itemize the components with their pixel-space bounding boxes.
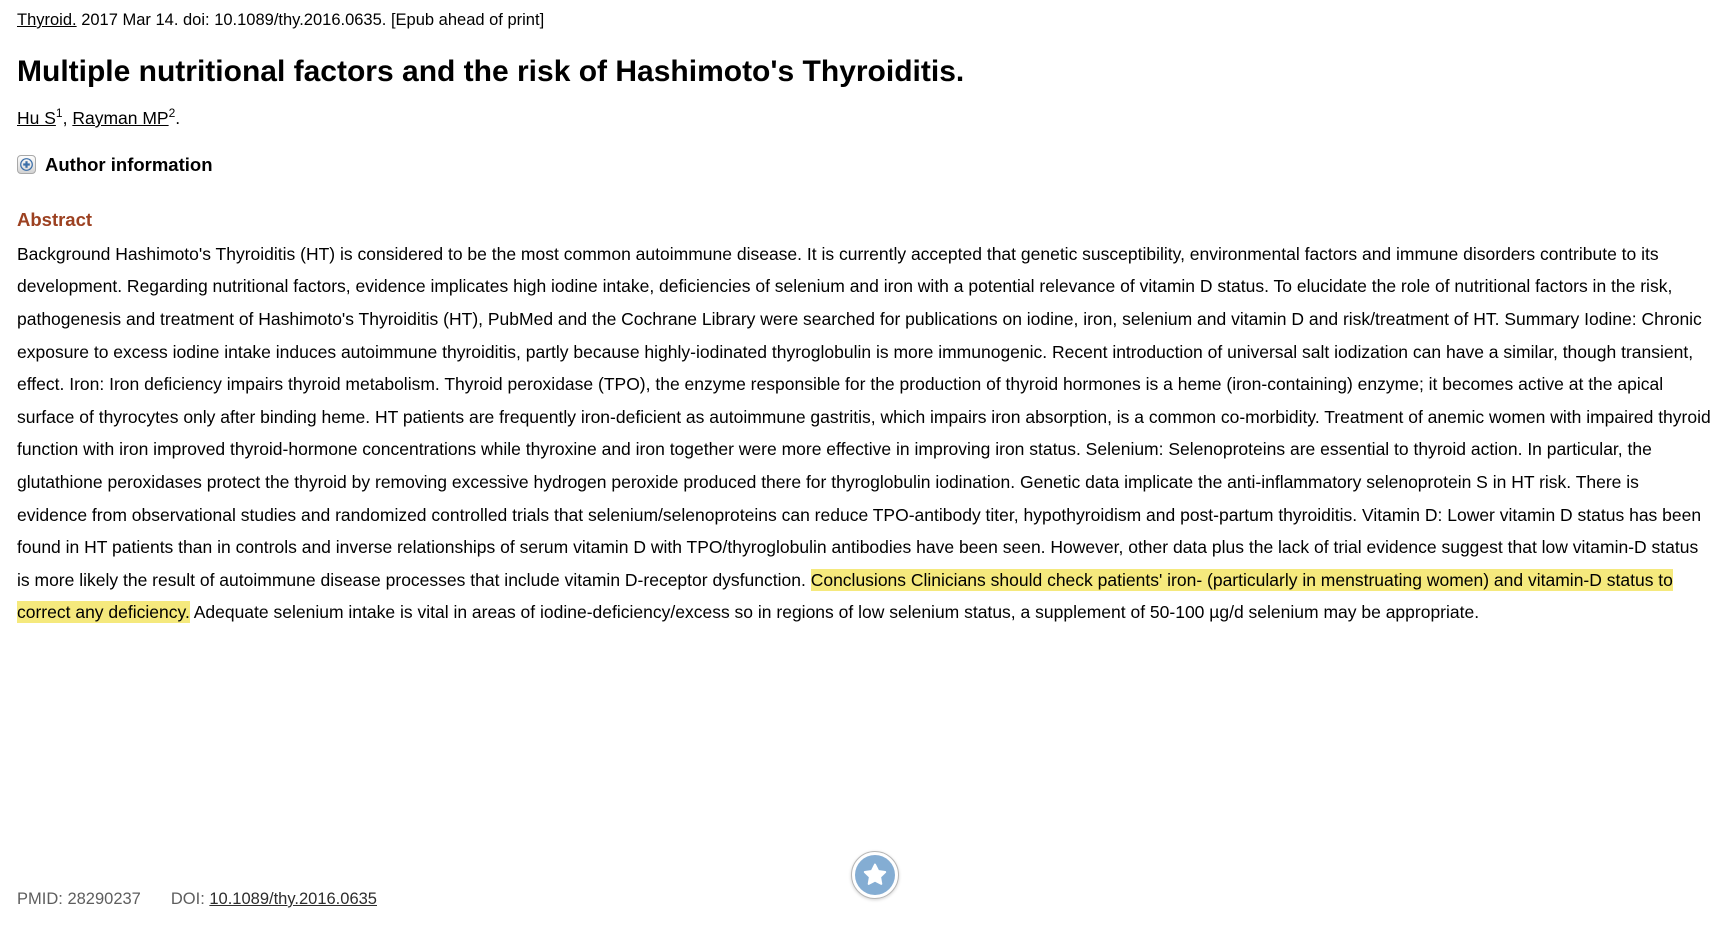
author-list <box>17 106 1711 129</box>
abstract-heading: Abstract <box>17 208 93 230</box>
identifier-row <box>17 890 407 909</box>
doi-group <box>171 890 377 908</box>
doi-label: DOI: <box>170 890 205 908</box>
citation-line <box>17 10 1711 31</box>
pmid-value: 28290237 <box>67 890 141 908</box>
journal-link[interactable]: Thyroid. <box>17 11 77 29</box>
abstract-highlighted-conclusion: Conclusions Clinicians should check patients' iron- (particularly in menstruating women) and vitamin-D status to correct any deficiency. <box>17 569 1673 623</box>
author-information-section <box>17 154 1711 176</box>
author-separator: . <box>175 107 181 128</box>
abstract-body: Background Hashimoto's Thyroiditis (HT) is considered to be the most common autoimmune disease. It is currently accepted that genetic susceptibility, environmental factors and immune disorders contribute to its development. Regarding nutritional factors, evidence implicates high iodine intake, deficiencies of selenium and iron with a potential relevance of vitamin D status. To elucidate the role of nutritional factors in the risk, pathogenesis and treatment of Hashimoto's Thyroiditis (HT), PubMed and the Cochrane Library were searched for publications on iodine, iron, selenium and vitamin D and risk/treatment of HT. Summary Iodine: Chronic exposure to excess iodine intake induces autoimmune thyroiditis, partly because highly-iodinated thyroglobulin is more immunogenic. Recent introduction of universal salt iodization can have a similar, though transient, effect. Iron: Iron deficiency impairs thyroid metabolism. Thyroid peroxidase (TPO), the enzyme responsible for the production of thyroid hormones is a heme (iron-containing) enzyme; it becomes active at the apical surface of thyrocytes only after binding heme. HT patients are frequently iron-deficient as autoimmune gastritis, which impairs iron absorption, is a common co-morbidity. Treatment of anemic women with impaired thyroid function with iron improved thyroid-hormone concentrations while thyroxine and iron together were more effective in improving iron status. Selenium: Selenoproteins are essential to thyroid action. In particular, the glutathione peroxidases protect the thyroid by removing excessive hydrogen peroxide produced there for thyroglobulin iodination. Genetic data implicate the anti-inflammatory selenoprotein S in HT risk. There is evidence from observational studies and randomized controlled trials that selenium/selenoproteins can reduce TPO-antibody titer, hypothyroidism and post-partum thyroiditis. Vitamin D: Lower vitamin D status has been found in HT patients than in controls and inverse relationships of serum vitamin D with TPO/thyroglobulin antibodies have been seen. However, other data plus the lack of trial evidence suggest that low vitamin-D status is more likely the result of autoimmune disease processes that include vitamin D-receptor dysfunction. <box>17 243 1711 590</box>
star-circle <box>855 855 895 895</box>
author-affiliation-sup: 2 <box>168 106 176 120</box>
author-separator: , <box>62 107 73 128</box>
pmid-group <box>17 890 141 908</box>
doi-link[interactable]: 10.1089/thy.2016.0635 <box>209 890 377 908</box>
author-affiliation-sup: 1 <box>55 106 63 120</box>
star-icon <box>862 862 888 888</box>
author-link-hu-s[interactable]: Hu S <box>17 107 56 128</box>
bookmark-star-button[interactable] <box>851 851 899 899</box>
author-link-rayman-mp[interactable]: Rayman MP <box>72 107 169 128</box>
pmid-label: PMID: <box>17 890 63 908</box>
author-information-label[interactable]: Author information <box>45 153 213 175</box>
page-title: Multiple nutritional factors and the risk of Hashimoto's Thyroiditis. <box>17 55 965 88</box>
plus-icon <box>20 158 33 171</box>
abstract-text <box>17 238 1712 629</box>
expand-plus-icon[interactable] <box>17 155 36 174</box>
abstract-body-after: Adequate selenium intake is vital in areas of iodine-deficiency/excess so in regions of low selenium status, a supplement of 50-100 µg/d selenium may be appropriate. <box>189 602 1480 623</box>
citation-text: 2017 Mar 14. doi: 10.1089/thy.2016.0635. [Epub ahead of print] <box>76 11 545 29</box>
